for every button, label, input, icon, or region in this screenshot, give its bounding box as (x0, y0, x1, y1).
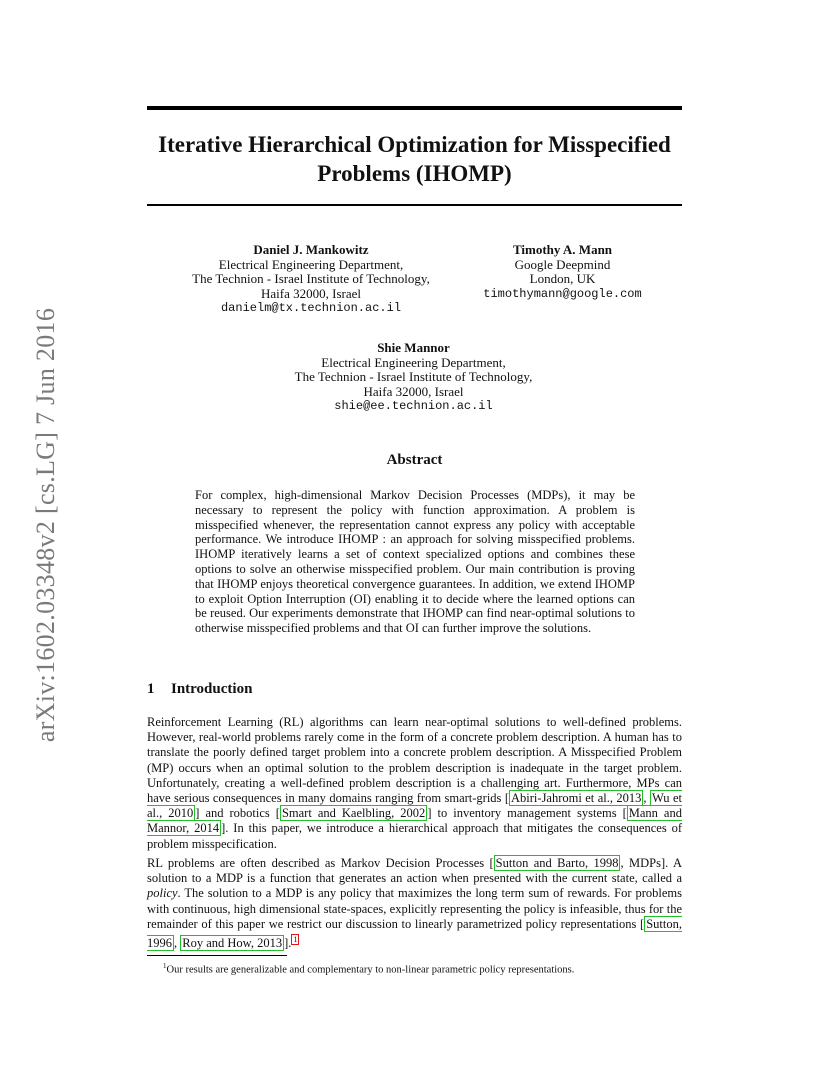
author-block-mannor (270, 341, 557, 414)
emphasis-text: policy (147, 886, 178, 901)
author-department: Electrical Engineering Department, (321, 354, 506, 370)
abstract-heading: Abstract (386, 452, 443, 468)
author-department: Electrical Engineering Department, (218, 256, 404, 272)
intro-paragraph-2 (147, 856, 682, 951)
author-address: Haifa 32000, Israel (261, 285, 361, 301)
footnote-rule (147, 955, 287, 956)
paragraph-text: , MDPs]. A solution to a MDP is a function that generates an action when presented with the current state, called a (147, 856, 682, 886)
paper-title: Iterative Hierarchical Optimization for Misspecified Problems (IHOMP) (158, 132, 671, 186)
paragraph-text: , (174, 936, 181, 951)
author-address: Haifa 32000, Israel (363, 383, 464, 399)
paragraph-text: ] to inventory management systems [ (427, 806, 627, 821)
footnote (147, 960, 682, 977)
author-institution: London, UK (529, 271, 596, 287)
footnote-link[interactable]: 1 (293, 935, 298, 945)
author-institution: The Technion - Israel Institute of Technology, (294, 369, 533, 385)
section-title: Introduction (171, 681, 253, 697)
section-number: 1 (147, 681, 155, 697)
author-email[interactable]: danielm@tx.technion.ac.il (220, 301, 402, 316)
paragraph-text: ] and robotics [ (195, 806, 280, 821)
paragraph-text: . The solution to a MDP is any policy that maximizes the long term sum of rewards. For problems with continuous, high dimensional state-spaces, explicitly representing the policy is infeasible, thus for the remainder of this paper we restrict our discussion to linearly parametrized policy representations [ (147, 886, 682, 931)
paragraph-text: , (643, 791, 650, 806)
paragraph-text: ]. In this paper, we introduce a hierarchical approach that mitigates the consequences of problem misspecification. (147, 821, 682, 851)
author-email[interactable]: shie@ee.technion.ac.il (334, 399, 493, 414)
author-name: Daniel J. Mankowitz (253, 242, 369, 257)
author-block-mankowitz (170, 243, 452, 316)
arxiv-identifier-text: arXiv:1602.03348v2 [cs.LG] 7 Jun 2016 (31, 307, 60, 743)
title-top-rule (147, 106, 682, 110)
citation-link[interactable]: Wu et al., 2010 (147, 791, 682, 821)
author-institution: The Technion - Israel Institute of Technology, (192, 271, 430, 287)
author-email[interactable]: timothymann@google.com (483, 286, 642, 301)
paragraph-text: ]. (284, 936, 292, 951)
author-name: Shie Mannor (377, 340, 450, 355)
author-block-mann (465, 243, 660, 301)
section-heading (147, 681, 252, 698)
paragraph-text: RL problems are often described as Markov Decision Processes [ (147, 856, 494, 870)
citation-link[interactable]: Roy and How, 2013 (182, 936, 283, 951)
citation-link[interactable]: Smart and Kaelbling, 2002 (281, 806, 426, 821)
citation-link[interactable]: Sutton, 1996 (147, 916, 682, 951)
footnote-text: Our results are generalizable and complementary to non-linear parametric policy representations. (166, 964, 575, 976)
citation-link[interactable]: Mann and Mannor, 2014 (147, 806, 682, 836)
abstract-text: For complex, high-dimensional Markov Decision Processes (MDPs), it may be necessary to represent the policy with function approximation. A problem is misspecified whenever, the representation cannot express any policy with acceptable performance. We introduce IHOMP : an approach for solving misspecified problems. IHOMP iteratively learns a set of context specialized options and combines these options to solve an otherwise misspecified problem. Our main contribution is proving that IHOMP enjoys theoretical convergence guarantees. In addition, we extend IHOMP to exploit Option Interruption (OI) enabling it to decide where the learned options can be reused. Our experiments demonstrate that IHOMP can find near-optimal solutions to otherwise misspecified problems and that OI can further improve the solutions. (195, 488, 635, 636)
author-department: Google Deepmind (514, 256, 611, 272)
intro-paragraph-1 (147, 715, 682, 852)
paragraph-text: Reinforcement Learning (RL) algorithms can learn near-optimal solutions to well-defined problems. However, real-world problems rarely come in the form of a concrete problem description. A human has to translate the poorly defined target problem into a concrete problem description. A Misspecified Problem (MP) occurs when an optimal solution to the problem description is inadequate in the target problem. Unfortunately, creating a well-defined problem description is a challenging art. Furthermore, MPs can have serious consequences in many domains ranging from smart-grids [ (147, 715, 682, 806)
author-name: Timothy A. Mann (512, 242, 613, 257)
title-bottom-rule (147, 204, 682, 206)
footnote-mark: 1 (163, 962, 167, 970)
citation-link[interactable]: Sutton and Barto, 1998 (495, 856, 619, 870)
citation-link[interactable]: Abiri-Jahromi et al., 2013 (511, 791, 642, 806)
